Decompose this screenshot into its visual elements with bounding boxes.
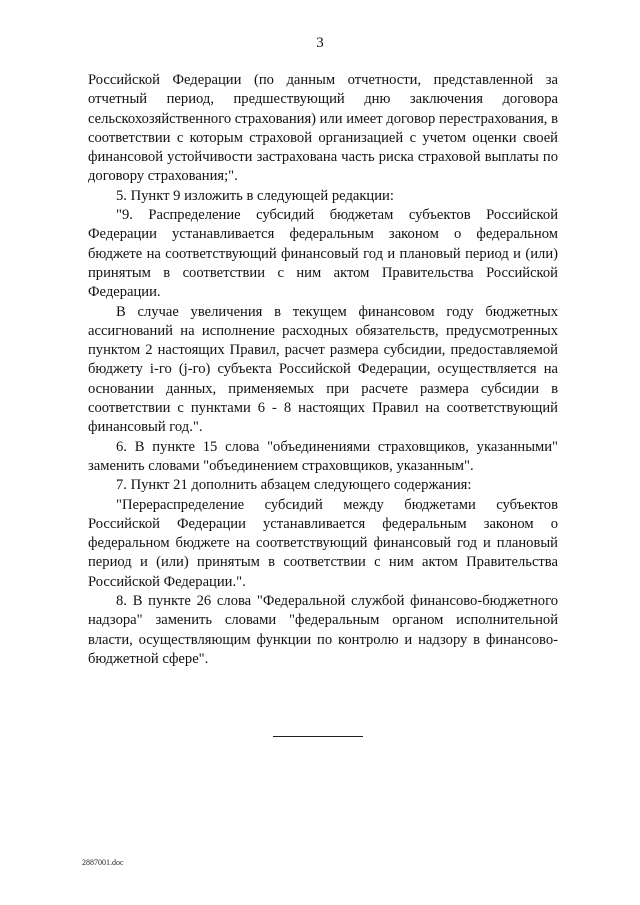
- footer-filename: 2887001.doc: [82, 858, 124, 867]
- paragraph-item-5: 5. Пункт 9 изложить в следующей редакции:: [116, 187, 394, 204]
- paragraph-item-9-quote: "9. Распределение субсидий бюджетам субъектов Российской Федерации устанавливается федеральным законом о федеральном бюджете на соответствующий финансовый год и плановый период и (или) принятым в соответствии с ним актом Правительства Российской Федерации.: [88, 207, 558, 301]
- paragraph-subsidy-increase: В случае увеличения в текущем финансовом году бюджетных ассигнований на исполнение расходных обязательств, предусмотренных пунктом 2 настоящих Правил, расчет размера субсидии, предоставляемой бюджету i-го (j-го) субъекта Российской Федерации, осуществляется на основании данных, применяемых при расчете размера субсидии в соответствии с пунктами 6 - 8 настоящих Правил на соответствующий финансовый год.".: [88, 303, 558, 436]
- end-separator-line: [273, 736, 363, 737]
- paragraph-item-7: 7. Пункт 21 дополнить абзацем следующего содержания:: [116, 477, 472, 494]
- paragraph-continuation: Российской Федерации (по данным отчетности, представленной за отчетный период, предшествующий дню заключения договора сельскохозяйственного страхования) или имеет договор перестрахования, в соответствии с которым страховой организацией с учетом оценки своей финансовой устойчивости застрахована часть риска страховой выплаты по договору страхования;".: [88, 72, 558, 185]
- document-body: [88, 71, 558, 669]
- paragraph-item-8: 8. В пункте 26 слова "Федеральной службой финансово-бюджетного надзора" заменить словами "федеральным органом исполнительной власти, осуществляющим функции по контролю и надзору в финансово-бюджетной сфере".: [88, 593, 558, 667]
- paragraph-item-6: 6. В пункте 15 слова "объединениями страховщиков, указанными" заменить словами "объединением страховщиков, указанным".: [88, 438, 558, 474]
- page-number: 3: [316, 35, 324, 51]
- paragraph-redistribution-quote: "Перераспределение субсидий между бюджетами субъектов Российской Федерации устанавливается федеральным законом о федеральном бюджете на соответствующий финансовый год и плановый период и (или) принятым в соответствии с ним актом Правительства Российской Федерации.".: [88, 496, 558, 590]
